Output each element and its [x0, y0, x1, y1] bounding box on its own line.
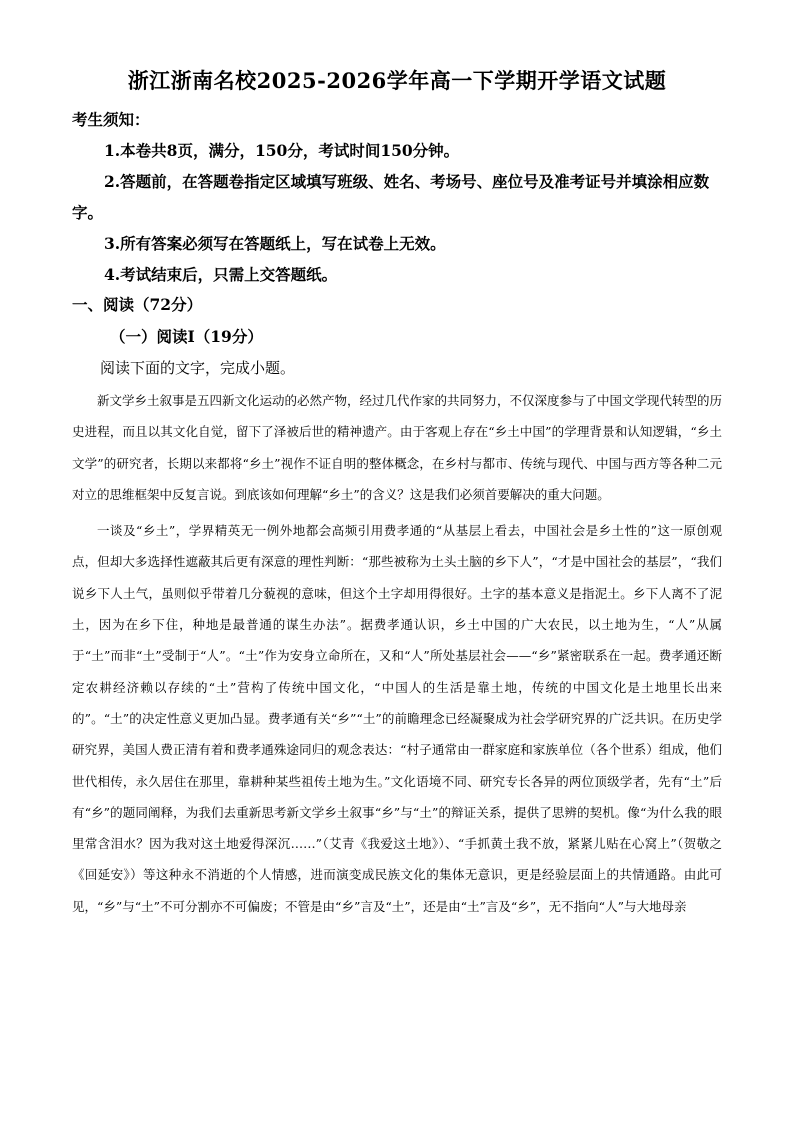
notice-item: 1.本卷共8页，满分，150分，考试时间150分钟。 [104, 141, 460, 160]
passage-paragraph: 一谈及“乡土”，学界精英无一例外地都会高频引用费孝通的“从基层上看去，中国社会是乡土性的”这一原创观点，但却大多选择性遮蔽其后更有深意的理性判断：“那些被称为土头土脑的乡下人”，“才是中国社会的基层”，“我们说乡下人土气，虽则似乎带着几分藐视的意味，但这个土字却用得很好。土字的基本意义是指泥土。乡下人离不了泥土，因为在乡下住，种地是最普通的谋生办法”。据费孝通认识，乡土中国的广大农民，以土地为生，“人”从属于“土”而非“土”受制于“人”。“土”作为安身立命所在，又和“人”所处基层社会——“乡”紧密联系在一起。费孝通还断定农耕经济赖以存续的“土”营构了传统中国文化，“中国人的生活是靠土地，传统的中国文化是土地里长出来的”。“土”的决定性意义更加凸显。费孝通有关“乡”“土”的前瞻理念已经凝聚成为社会学研究界的广泛共识。在历史学研究界，美国人费正清有着和费孝通殊途同归的观念表达：“村子通常由一群家庭和家族单位（各个世系）组成，他们世代相传，永久居住在那里，靠耕种某些祖传土地为生。”文化语境不同、研究专长各异的两位顶级学者，先有“土”后有“乡”的题同阐释，为我们去重新思考新文学乡土叙事“乡”与“土”的辩证关系，提供了思辨的契机。像“为什么我的眼里常含泪水？因为我对这土地爱得深沉……”（艾青《我爱这土地》）、“手抓黄土我不放，紧紧儿贴在心窝上”（贺敬之《回延安》）等这种永不消逝的个人情感，进而演变成民族文化的集体无意识，更是经验层面上的共情通路。由此可见，“乡”与“土”不可分割亦不可偏废；不管是由“乡”言及“土”，还是由“土”言及“乡”，无不指向“人”与大地母亲 [72, 523, 722, 914]
passage-paragraph: 新文学乡土叙事是五四新文化运动的必然产物，经过几代作家的共同努力，不仅深度参与了中国文学现代转型的历史进程，而且以其文化自觉，留下了泽被后世的精神遗产。由于客观上存在“乡土中国”的学理背景和认知逻辑，“乡土文学”的研究者，长期以来都将“乡土”视作不证自明的整体概念，在乡村与都市、传统与现代、中国与西方等各种二元对立的思维框架中反复言说。到底该如何理解“乡土”的含义？这是我们必须首要解决的重大问题。 [72, 393, 723, 502]
reading-instruction: 阅读下面的文字，完成小题。 [100, 359, 296, 377]
notice-item: 3.所有答案必须写在答题纸上，写在试卷上无效。 [104, 234, 446, 253]
notice-item: 4.考试结束后，只需上交答题纸。 [104, 265, 338, 284]
reading-passage [72, 385, 722, 922]
section-heading: 一、阅读（72分） [72, 295, 203, 314]
page-title: 浙江浙南名校2025-2026学年高一下学期开学语文试题 [127, 68, 667, 93]
notice-item: 2.答题前，在答题卷指定区域填写班级、姓名、考场号、座位号及准考证号并填涂相应数字。 [72, 172, 710, 222]
candidate-notice [72, 104, 732, 290]
notice-heading: 考生须知： [72, 110, 150, 129]
subsection-heading: （一）阅读Ⅰ（19分） [110, 327, 263, 346]
